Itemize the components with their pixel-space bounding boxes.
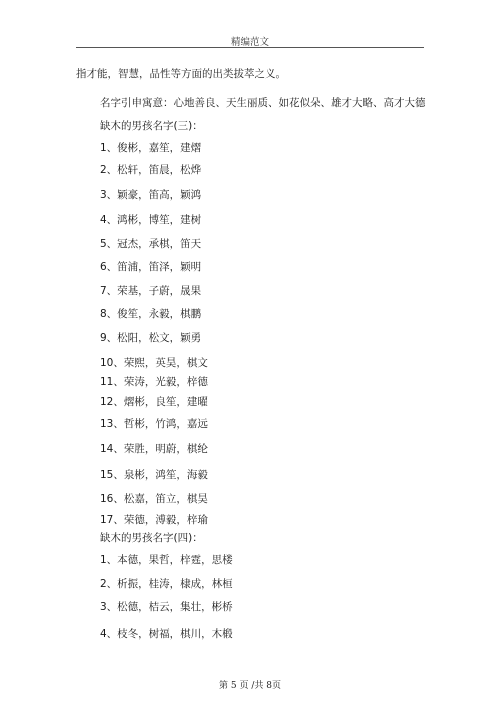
page-header: 精编范文 (230, 37, 269, 48)
list-item: 1、本德，果哲，梓霆，思楼 (100, 554, 233, 566)
list-item: 5、冠杰，承棋，笛天 (100, 238, 202, 250)
intro-line: 指才能，智慧，品性等方面的出类拔萃之义。 (76, 68, 286, 80)
list-item: 13、哲彬，竹鸿，嘉远 (100, 418, 208, 430)
page-footer: 第 5 页 /共 8页 (219, 681, 281, 691)
header-divider (76, 47, 424, 48)
list-item: 16、松嘉，笛立，棋昊 (100, 493, 208, 505)
list-item: 17、荣德，溥毅，梓瑜 (100, 514, 208, 526)
list-item: 12、熠彬，良笙，建曜 (100, 396, 208, 408)
list-item: 3、颖豪，笛高，颖鸿 (100, 189, 202, 201)
list-item: 15、泉彬，鸿笙，海毅 (100, 469, 208, 481)
section3-heading: 缺木的男孩名字(三)： (100, 120, 203, 132)
list-item: 10、荣熙，英昊，棋文 (100, 357, 208, 369)
list-item: 11、荣涛，光毅，梓德 (100, 376, 208, 388)
list-item: 4、枝冬，树福，棋川，木椴 (100, 628, 233, 640)
meaning-line: 名字引申寓意：心地善良、天生丽质、如花似朵、雄才大略、高才大德 (100, 97, 426, 109)
list-item: 14、荣胜，明蔚，棋纶 (100, 443, 208, 455)
list-item: 2、析振，桂涛，棣成，林桓 (100, 578, 233, 590)
list-item: 1、俊彬，嘉笙，建熠 (100, 142, 202, 154)
list-item: 3、松德，桔云，集壮，彬桥 (100, 601, 233, 613)
list-item: 6、笛浦，笛泽，颖明 (100, 261, 202, 273)
list-item: 8、俊笙，永毅，棋鹏 (100, 308, 202, 320)
list-item: 9、松阳，松文，颖勇 (100, 332, 202, 344)
list-item: 2、松轩，笛晨，松烨 (100, 164, 202, 176)
section4-heading: 缺木的男孩名字(四)： (100, 532, 203, 544)
list-item: 7、荣基，子蔚，晟果 (100, 285, 202, 297)
list-item: 4、鸿彬，博笙，建树 (100, 214, 202, 226)
